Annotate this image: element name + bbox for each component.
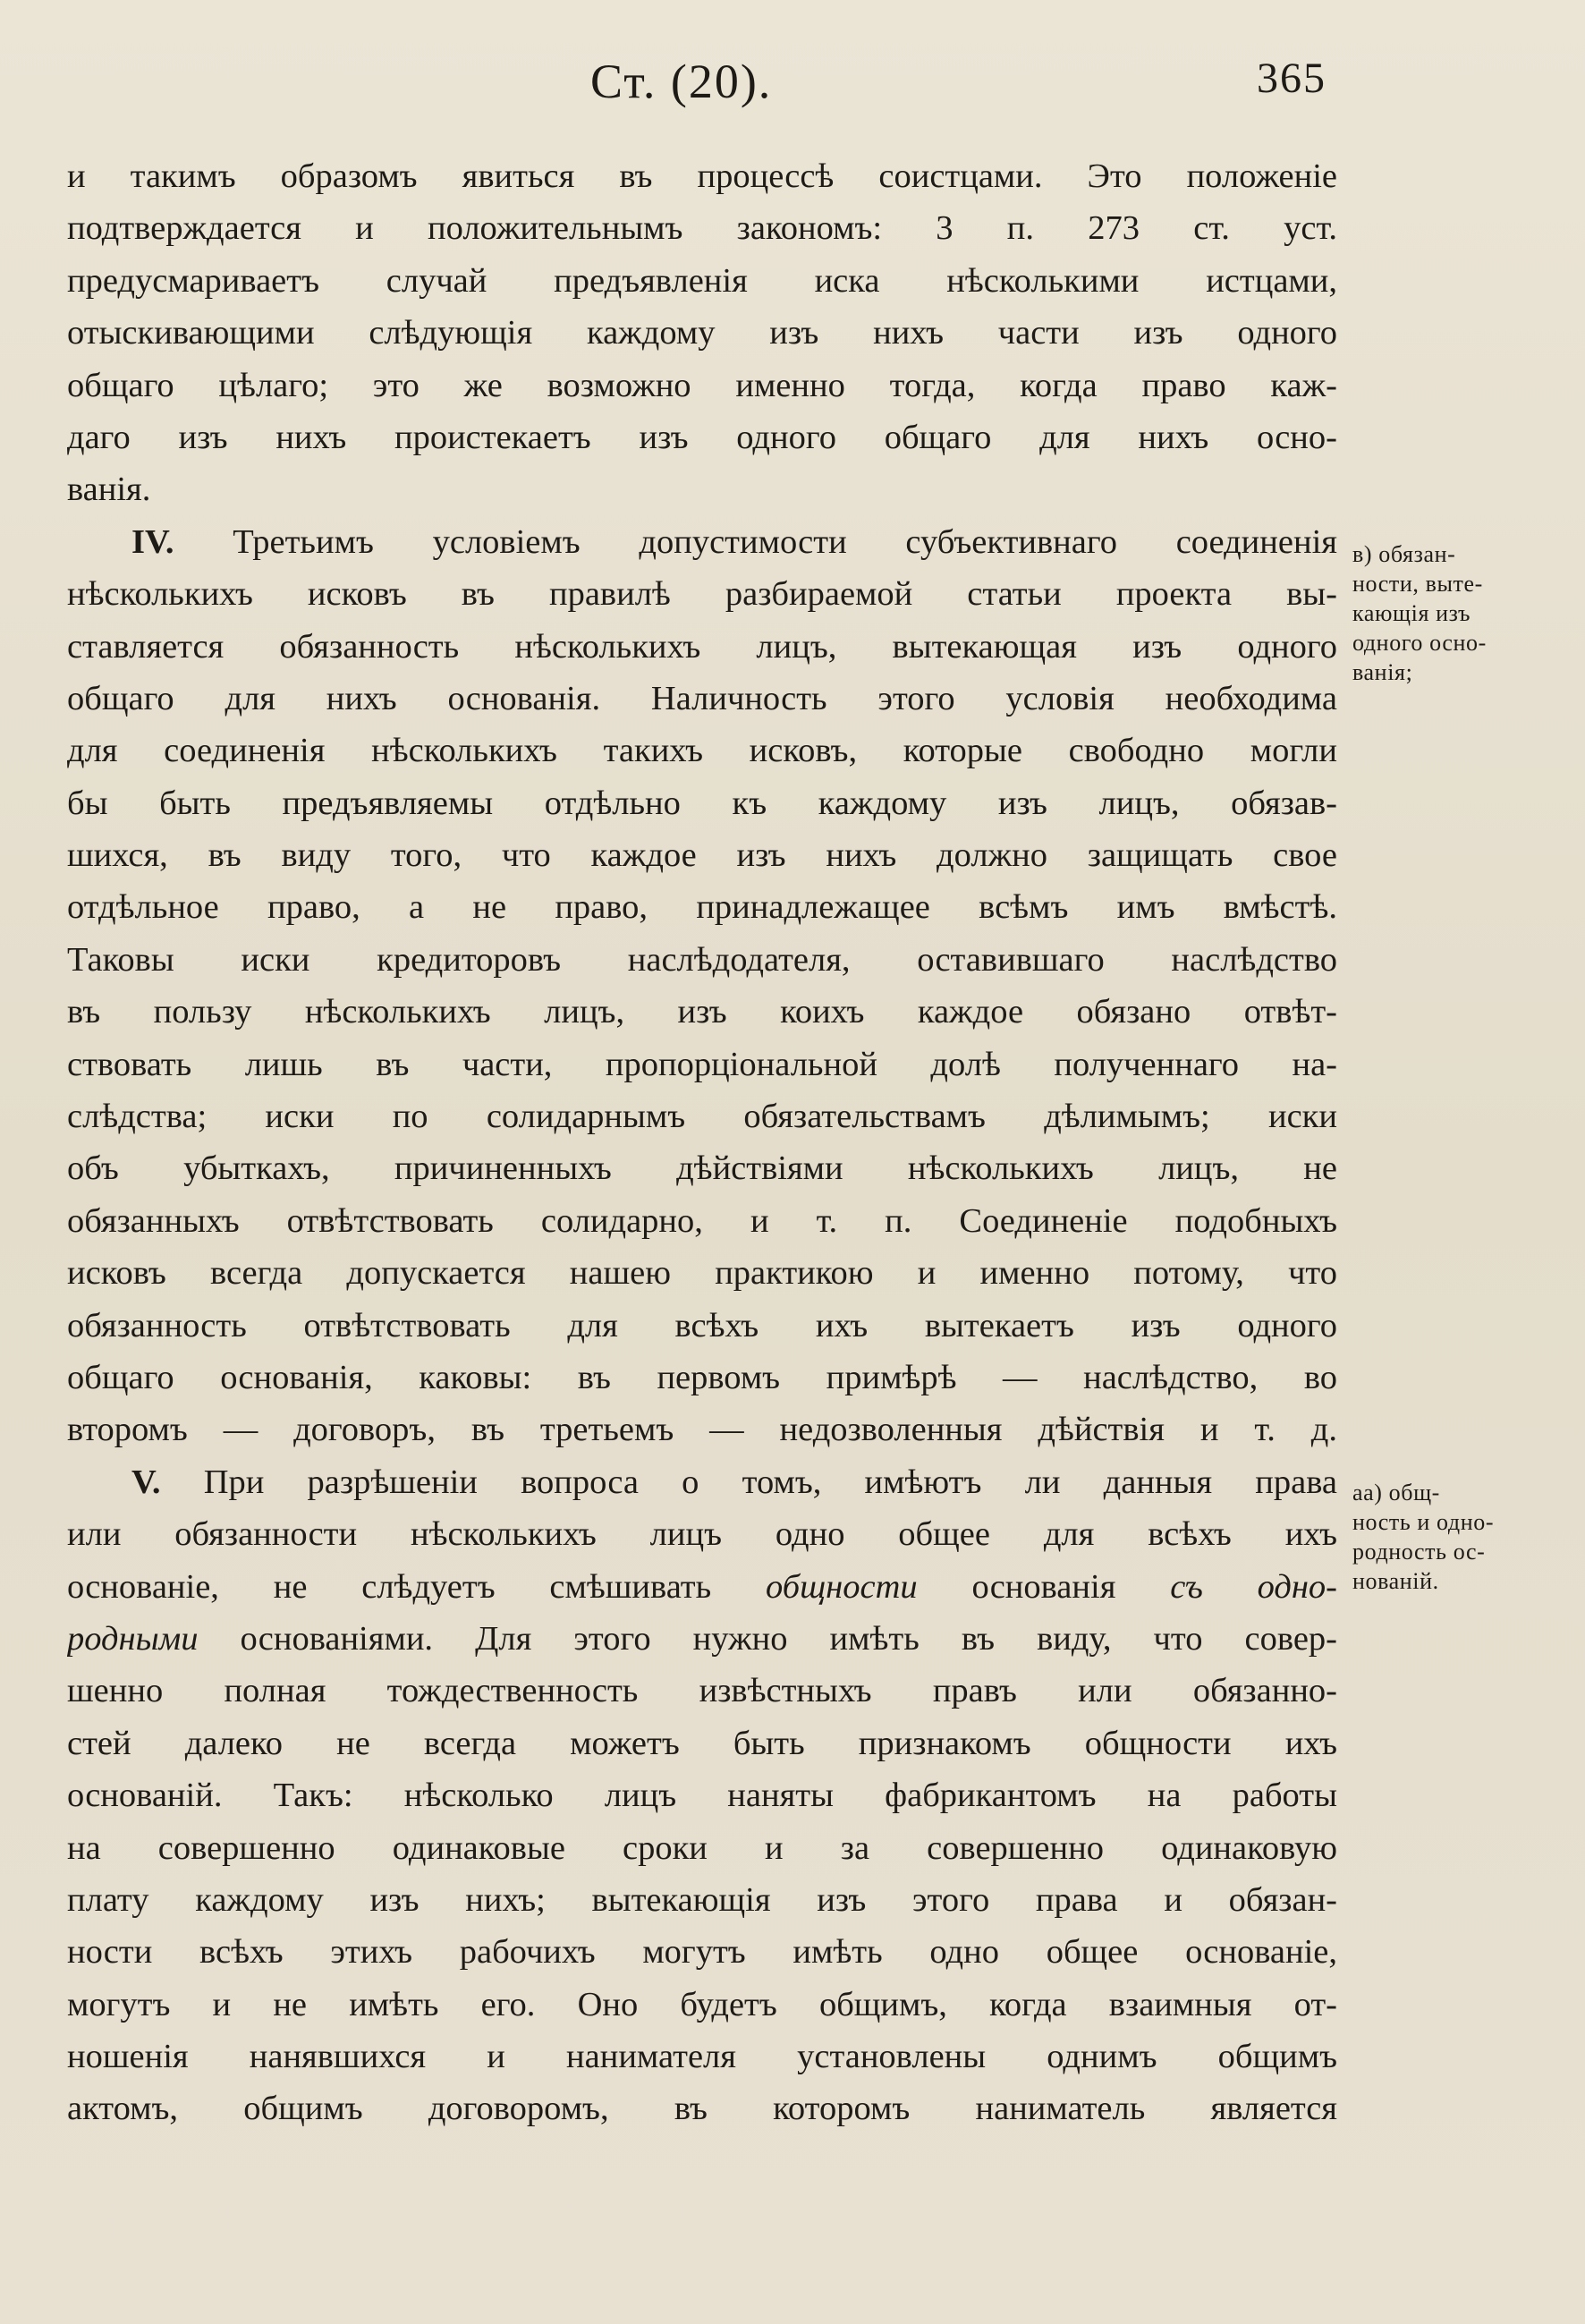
text-line: основаній. Такъ: нѣсколько лицъ наняты фабрикантомъ на работы <box>67 1777 1337 1815</box>
article-heading: Ст. (20). <box>590 55 773 108</box>
section-iv-first-line <box>67 516 1337 568</box>
text-line: ванія. <box>67 471 151 509</box>
text-line: подтверждается и положительнымъ закономъ: 3 п. 273 ст. уст. <box>67 209 1337 248</box>
text-line: для соединенія нѣсколькихъ такихъ исковъ, которые свободно могли <box>67 732 1337 770</box>
text-line: на совершенно одинаковые сроки и за совершенно одинаковую <box>67 1828 1337 1867</box>
text-line: актомъ, общимъ договоромъ, въ которомъ наниматель является <box>67 2090 1337 2128</box>
section-number-v: V. <box>131 1463 161 1501</box>
text-line: общаго цѣлаго; это же возможно именно тогда, когда право каж- <box>67 366 1337 404</box>
margin-note-line: нованій. <box>1352 1568 1439 1594</box>
margin-note-line: одного осно- <box>1352 630 1487 656</box>
text-line: въ пользу нѣсколькихъ лицъ, изъ коихъ каждое обязано отвѣт- <box>67 993 1337 1031</box>
text-line: обязанность отвѣтствовать для всѣхъ ихъ вытекаетъ изъ одного <box>67 1306 1337 1344</box>
margin-note-line: ность и одно- <box>1352 1509 1495 1535</box>
text-line: общаго для нихъ основанія. Наличность этого условія необходима <box>67 679 1337 717</box>
text-fragment: При разрѣшеніи вопроса о томъ, имѣютъ ли данныя права <box>203 1463 1337 1501</box>
section-number-iv: IV. <box>131 522 174 561</box>
text-line: отыскивающими слѣдующія каждому изъ нихъ части изъ одного <box>67 314 1337 352</box>
margin-note-community <box>1352 1478 1558 1596</box>
text-line: обязанныхъ отвѣтствовать солидарно, и т. п. Соединеніе подобныхъ <box>67 1201 1337 1240</box>
margin-note-line: в) обязан- <box>1352 541 1456 567</box>
text-line: Таковы иски кредиторовъ наслѣдодателя, оставившаго наслѣдство <box>67 940 1337 979</box>
margin-note-line: ности, выте- <box>1352 571 1483 597</box>
margin-note-line: кающія изъ <box>1352 600 1471 626</box>
text-line: ствовать лишь въ части, пропорціональной долѣ полученнаго на- <box>67 1045 1337 1083</box>
italic-phrase: общности <box>766 1567 918 1606</box>
text-line: бы быть предъявляемы отдѣльно къ каждому изъ лицъ, обязав- <box>67 784 1337 822</box>
running-head <box>0 54 1585 125</box>
text-line: ставляется обязанность нѣсколькихъ лицъ, вытекающая изъ одного <box>67 627 1337 666</box>
section-v-first-line <box>67 1456 1337 1508</box>
text-line: даго изъ нихъ проистекаетъ изъ одного общаго для нихъ осно- <box>67 418 1337 456</box>
margin-note-line: аа) общ- <box>1352 1480 1440 1506</box>
text-line: общаго основанія, каковы: въ первомъ примѣрѣ — наслѣдство, во <box>67 1358 1337 1396</box>
margin-note-obligations <box>1352 539 1558 687</box>
text-line: стей далеко не всегда можетъ быть признакомъ общности ихъ <box>67 1724 1337 1762</box>
text-line: отдѣльное право, а не право, принадлежащее всѣмъ имъ вмѣстѣ. <box>67 888 1337 927</box>
text-line: нѣсколькихъ исковъ въ правилѣ разбираемой статьи проекта вы- <box>67 575 1337 614</box>
text-line-with-italics: основаніе, не слѣдуетъ смѣшивать общности основанія съ одно- <box>67 1567 1337 1606</box>
text-line: и такимъ образомъ явиться въ процессѣ соистцами. Это положеніе <box>67 157 1337 195</box>
text-fragment: Третьимъ условіемъ допустимости субъективнаго соединенія <box>233 522 1337 561</box>
italic-phrase: родными <box>67 1619 199 1658</box>
body-text <box>67 150 1337 2135</box>
text-line: плату каждому изъ нихъ; вытекающія изъ этого права и обязан- <box>67 1880 1337 1919</box>
margin-note-line: ванія; <box>1352 659 1413 685</box>
text-line: или обязанности нѣсколькихъ лицъ одно общее для всѣхъ ихъ <box>67 1515 1337 1554</box>
text-line: ности всѣхъ этихъ рабочихъ могутъ имѣть одно общее основаніе, <box>67 1933 1337 1972</box>
text-line: объ убыткахъ, причиненныхъ дѣйствіями нѣсколькихъ лицъ, не <box>67 1149 1337 1188</box>
italic-phrase: съ одно- <box>1170 1567 1337 1606</box>
text-line: ношенія нанявшихся и нанимателя установлены однимъ общимъ <box>67 2038 1337 2076</box>
text-line: шихся, въ виду того, что каждое изъ нихъ должно защищать свое <box>67 836 1337 875</box>
page-number: 365 <box>1257 55 1326 102</box>
text-line: исковъ всегда допускается нашею практикою и именно потому, что <box>67 1254 1337 1293</box>
margin-note-line: родность ос- <box>1352 1539 1486 1565</box>
text-line: второмъ — договоръ, въ третьемъ — недозволенныя дѣйствія и т. д. <box>67 1411 1337 1449</box>
text-line: слѣдства; иски по солидарнымъ обязательствамъ дѣлимымъ; иски <box>67 1098 1337 1136</box>
text-line-with-italics: родными основаніями. Для этого нужно имѣть въ виду, что совер- <box>67 1619 1337 1658</box>
text-line: предусмариваетъ случай предъявленія иска нѣсколькими истцами, <box>67 261 1337 300</box>
text-line: шенно полная тождественность извѣстныхъ правъ или обязанно- <box>67 1672 1337 1710</box>
text-line: могутъ и не имѣть его. Оно будетъ общимъ, когда взаимныя от- <box>67 1985 1337 2023</box>
